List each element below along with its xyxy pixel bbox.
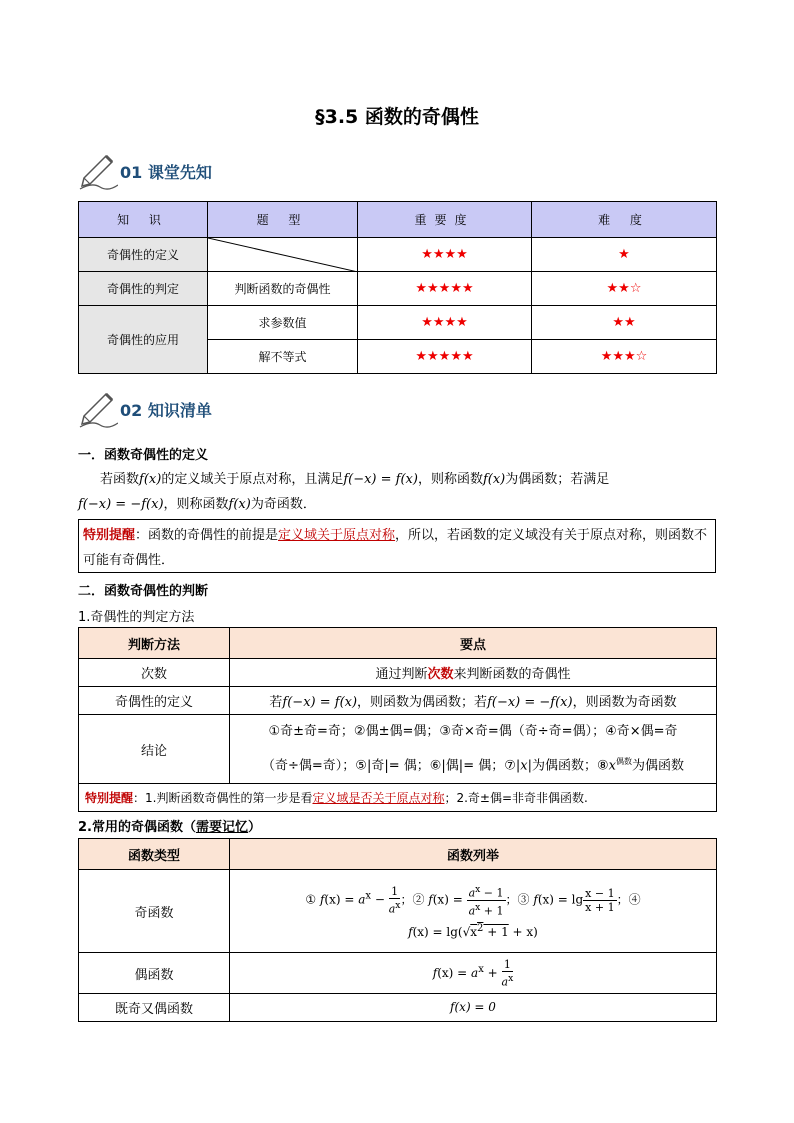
table-row (79, 687, 717, 715)
text: ：1.判断函数奇偶性的第一步是看 (133, 791, 313, 805)
math-fx: f(x) (139, 472, 162, 487)
type-cell: 解不等式 (208, 340, 358, 374)
table-row (79, 784, 717, 812)
importance-cell: ★★★★ (358, 306, 532, 340)
section-label: 02 知识清单 (120, 401, 212, 420)
knowledge-cell: 奇偶性的判定 (79, 272, 208, 306)
zero-function-formula: f(x) = 0 (450, 1000, 496, 1014)
text: 为偶函数 (631, 758, 684, 774)
section-label: 01 课堂先知 (120, 163, 212, 182)
difficulty-cell: ★★ (532, 306, 717, 340)
reminder-cell (79, 784, 717, 812)
math-abs-odd: |奇| (366, 758, 389, 774)
math-even-condition: f(−x) = f(x) (282, 695, 358, 710)
text: 为奇函数． (250, 497, 316, 512)
text: = 偶；⑦ (463, 758, 516, 774)
method-cell: 奇偶性的定义 (79, 687, 230, 715)
pencil-icon (78, 152, 118, 190)
text: 若函数 (100, 472, 140, 487)
highlight-text: 定义域是否关于原点对称 (312, 791, 445, 805)
table-row (79, 953, 717, 994)
type-cell: 判断函数的奇偶性 (208, 272, 358, 306)
formula-cell (230, 953, 717, 994)
importance-cell: ★★★★ (358, 238, 532, 272)
formula-cell (230, 994, 717, 1022)
text: 为偶函数；⑧ (531, 758, 609, 774)
math-odd-condition: f(−x) = −f(x) (78, 497, 164, 512)
conclusion-line-2 (230, 747, 716, 781)
header-importance: 重要度 (358, 202, 532, 238)
math-fx: f(x) (482, 472, 506, 487)
highlight-text: 需要记忆 (195, 820, 248, 835)
table-row (79, 659, 717, 687)
text: 2.常用的奇偶函数（ (78, 820, 196, 835)
math-even-condition: f(−x) = f(x) (343, 472, 418, 487)
highlight-text: 定义域关于原点对称 (278, 528, 396, 543)
knowledge-cell: 奇偶性的定义 (79, 238, 208, 272)
definition-paragraph (78, 467, 718, 517)
text: = 偶；⑥ (388, 758, 442, 774)
header-method: 判断方法 (79, 628, 230, 659)
math-exponent: 偶数 (615, 756, 632, 766)
knowledge-cell: 奇偶性的应用 (79, 306, 208, 374)
sub-heading-1: 1.奇偶性的判定方法 (78, 610, 195, 625)
text: （奇÷偶=奇）；⑤ (262, 758, 367, 774)
text: ，则函数为偶函数；若 (357, 695, 488, 710)
part2-heading: 二．函数奇偶性的判断 (78, 584, 209, 599)
diagonal-line (208, 238, 358, 272)
table-row (79, 272, 717, 306)
text: ） (248, 820, 262, 835)
type-cell: 既奇又偶函数 (79, 994, 230, 1022)
function-table (78, 838, 717, 1022)
text: 通过判断 (375, 667, 428, 682)
header-function-list: 函数列举 (230, 839, 717, 870)
text: 的定义域关于原点对称，且满足 (161, 472, 344, 487)
section-heading-1 (78, 152, 378, 192)
type-cell: 偶函数 (79, 953, 230, 994)
type-cell: 奇函数 (79, 870, 230, 953)
difficulty-cell: ★★★☆ (532, 340, 717, 374)
table-row (79, 238, 717, 272)
point-cell (230, 659, 717, 687)
table-row (79, 994, 717, 1022)
importance-cell: ★★★★★ (358, 272, 532, 306)
point-cell (230, 687, 717, 715)
even-function-formula: $f(x) = a^x$ + $\frac{1}{a^x}$ (432, 957, 514, 989)
reminder-label: 特别提醒 (83, 528, 136, 543)
header-difficulty: 难 度 (532, 202, 717, 238)
math-abs-x: |x| (515, 758, 532, 774)
text: ，则函数为奇函数 (572, 695, 677, 710)
header-knowledge: 知 识 (79, 202, 208, 238)
math-x: x (608, 758, 616, 774)
point-cell (230, 715, 717, 784)
text: ：函数的奇偶性的前提是 (135, 528, 279, 543)
importance-cell: ★★★★★ (358, 340, 532, 374)
table-row (79, 715, 717, 784)
header-point: 要点 (230, 628, 717, 659)
reminder-label: 特别提醒 (85, 791, 134, 805)
highlight-text: 次数 (427, 667, 454, 682)
header-function-type: 函数类型 (79, 839, 230, 870)
table-row (79, 306, 717, 340)
pencil-icon (78, 390, 118, 428)
type-cell: 求参数值 (208, 306, 358, 340)
page-title: §3.5 函数的奇偶性 (315, 106, 479, 128)
header-type: 题 型 (208, 202, 358, 238)
method-cell: 次数 (79, 659, 230, 687)
difficulty-cell: ★★☆ (532, 272, 717, 306)
math-abs-even: |偶| (441, 758, 464, 774)
text: ，所以，若函数的定义域没有关于原点对称，则函数不可能有奇偶性． (83, 528, 708, 568)
method-table (78, 627, 717, 812)
text: ，则称函数 (417, 472, 483, 487)
text: 若 (269, 695, 283, 710)
text: ，则称函数 (163, 497, 229, 512)
math-odd-condition: f(−x) = −f(x) (487, 695, 573, 710)
section-heading-2 (78, 390, 378, 430)
conclusion-line-1: ①奇±奇=奇；②偶±偶=偶；③奇×奇=偶（奇÷奇=偶）；④奇×偶=奇 (268, 723, 678, 739)
formula-cell (230, 870, 717, 953)
table-row (79, 870, 717, 953)
text: ；2.奇±偶=非奇非偶函数. (444, 791, 588, 805)
overview-table (78, 201, 717, 374)
text: 来判断函数的奇偶性 (453, 667, 571, 682)
odd-function-formula-4: $f(x) = \lg(√x^2 + 1 + x)$ (408, 923, 538, 940)
method-cell: 结论 (79, 715, 230, 784)
math-fx: f(x) (228, 497, 251, 512)
reminder-box-1 (78, 519, 716, 573)
empty-diagonal-cell (208, 238, 358, 272)
odd-function-formulas: ① $f(x) = a^x$ − $\frac{1}{a^x}$ ；② f(x) = $\frac{a^x - 1}{a^x + 1}$ ；③ f(x) = lg $\frac{x - 1}{x + 1}$ ；④ (305, 883, 641, 918)
text: 为偶函数；若满足 (505, 472, 610, 487)
difficulty-cell: ★ (532, 238, 717, 272)
sub-heading-2 (78, 816, 261, 835)
part1-heading: 一．函数奇偶性的定义 (78, 448, 209, 463)
